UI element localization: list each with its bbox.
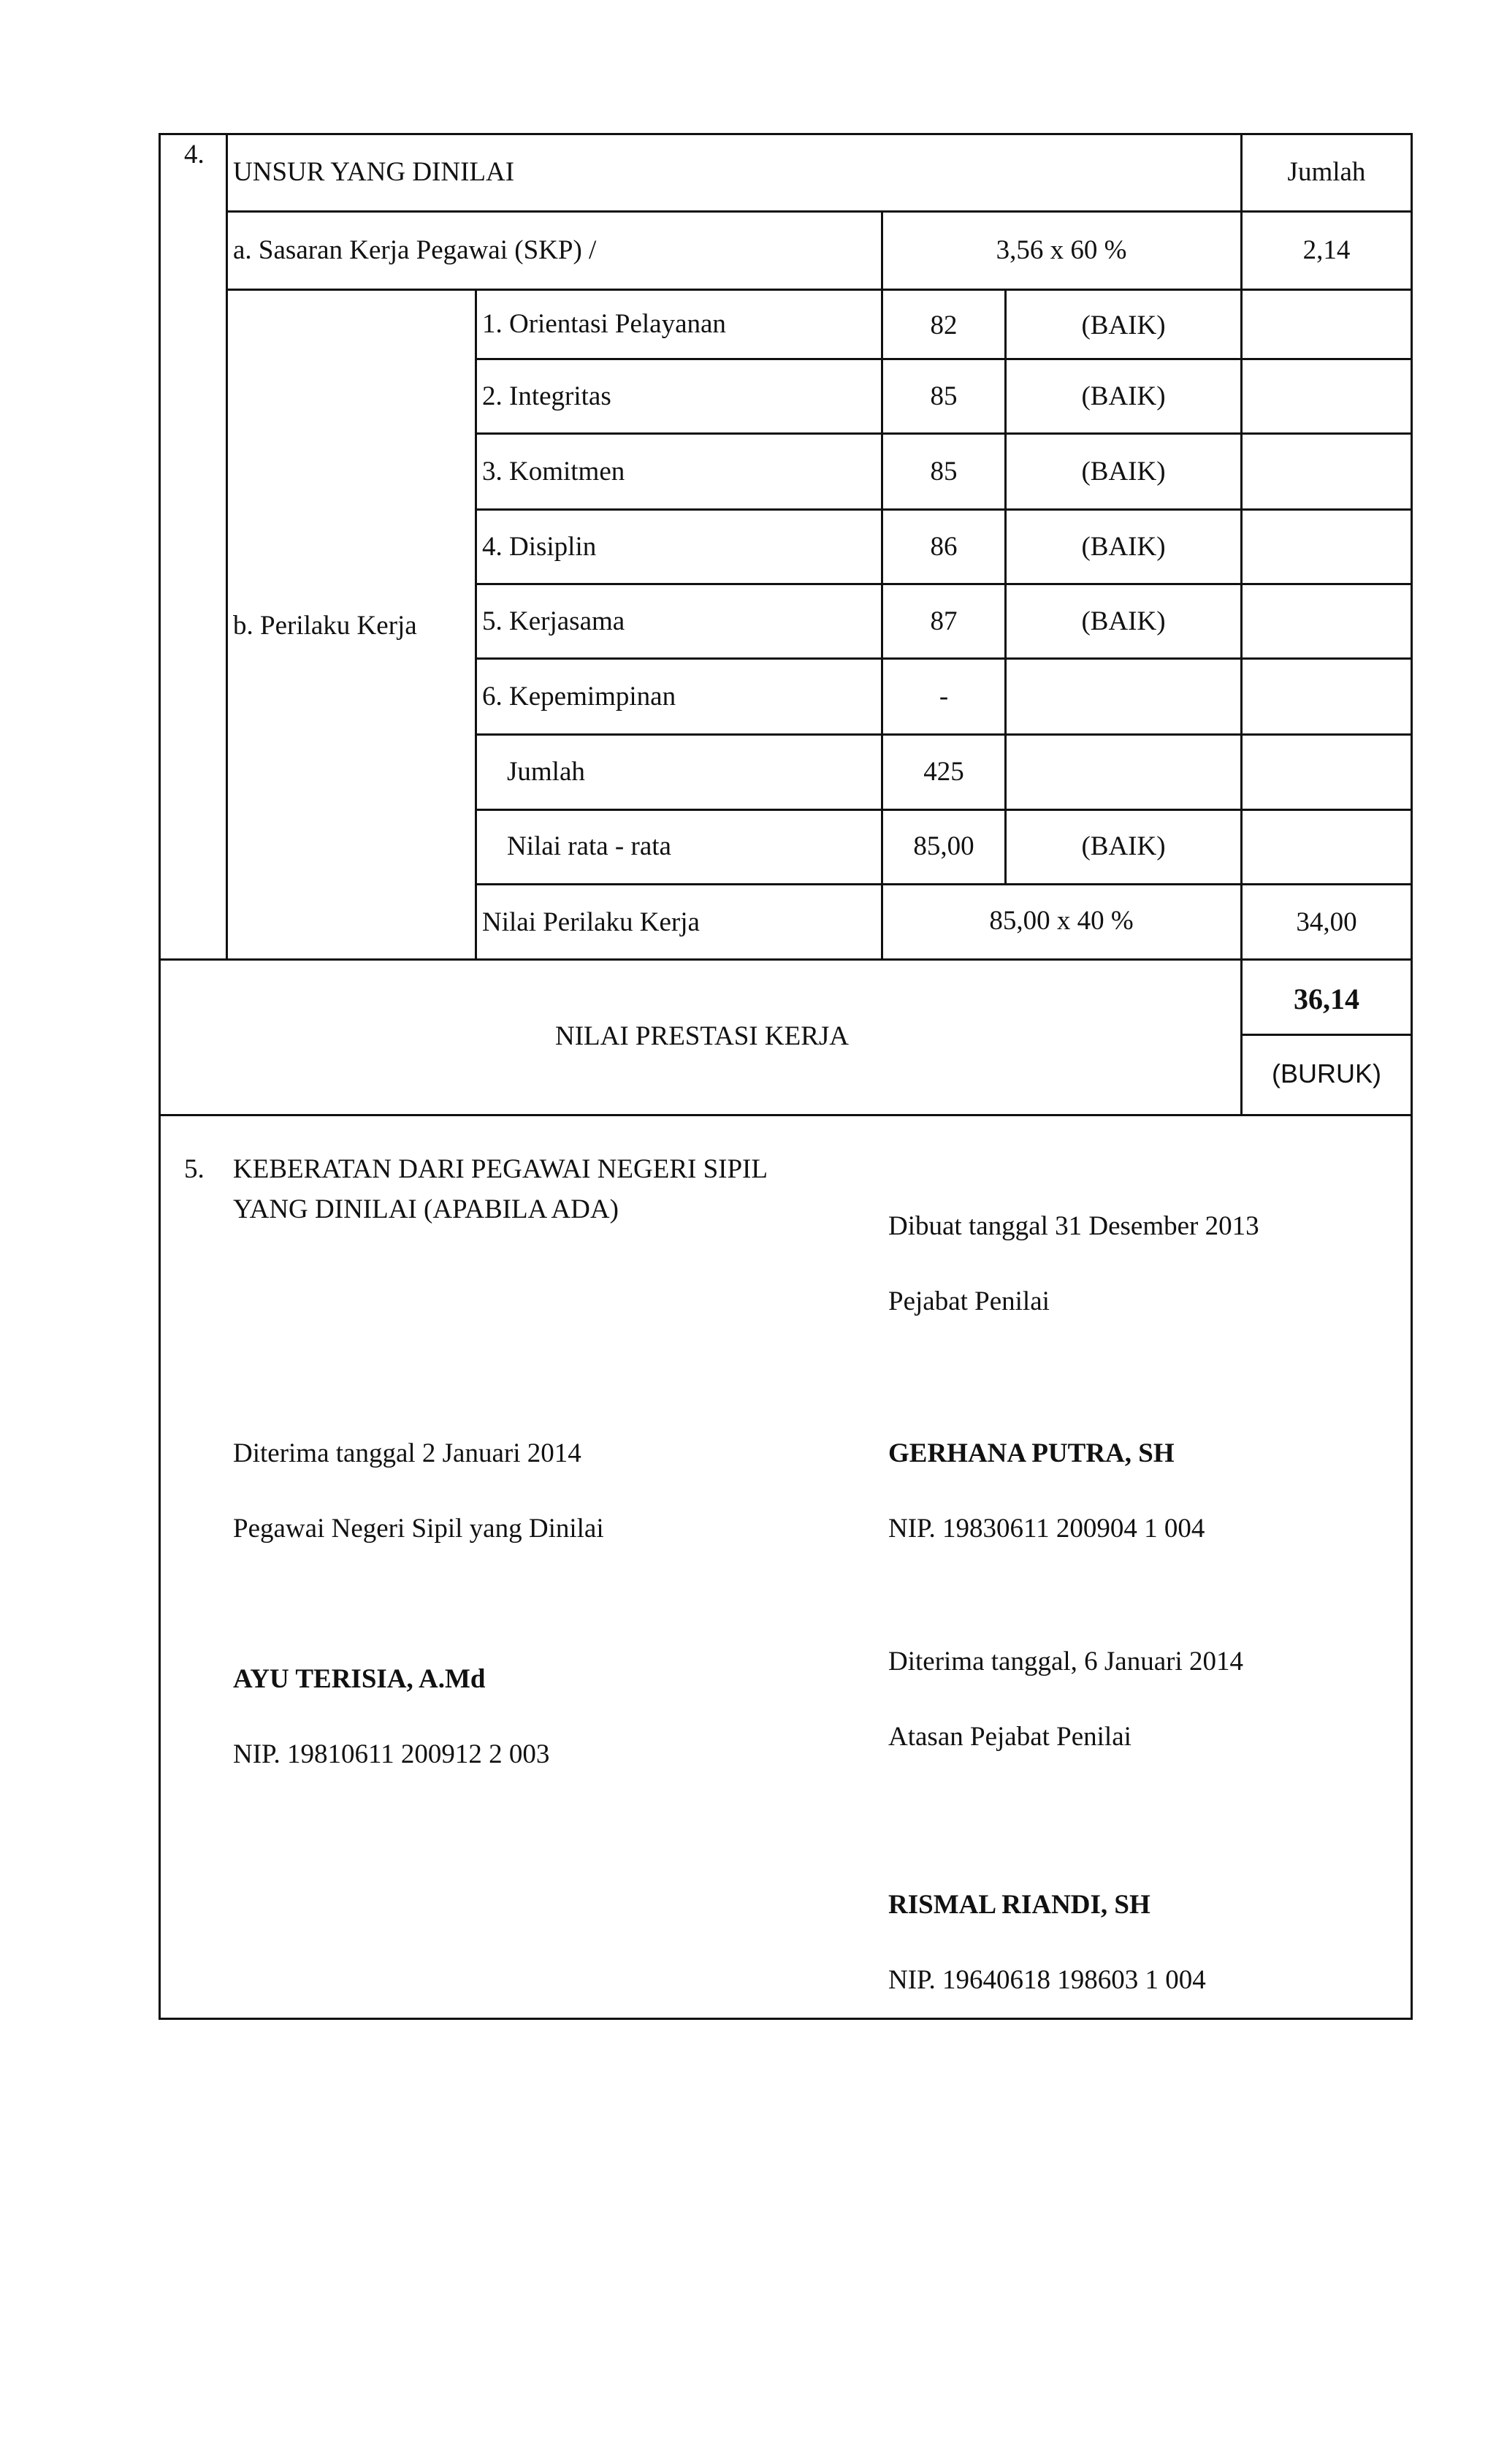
- skp-label: a. Sasaran Kerja Pegawai (SKP) /: [233, 235, 597, 265]
- item-disiplin-score: 86: [930, 532, 958, 562]
- prestasi-grade: (BURUK): [1272, 1059, 1381, 1088]
- atasan-nip: NIP. 19640618 198603 1 004: [888, 1965, 1206, 1995]
- item-integritas-score: 85: [930, 381, 958, 411]
- section-4-number: 4.: [184, 140, 205, 169]
- prestasi-label: NILAI PRESTASI KERJA: [555, 1021, 849, 1051]
- pns-received-date: Diterima tanggal 2 Januari 2014: [233, 1438, 581, 1468]
- item-orientasi-grade: (BAIK): [1081, 310, 1166, 340]
- jumlah-value: 425: [923, 757, 964, 787]
- item-orientasi-label: 1. Orientasi Pelayanan: [482, 309, 726, 339]
- pejabat-name: GERHANA PUTRA, SH: [888, 1438, 1175, 1468]
- unsur-header: UNSUR YANG DINILAI: [233, 157, 515, 187]
- item-komitmen-score: 85: [930, 457, 958, 487]
- rata-value: 85,00: [913, 831, 974, 861]
- pns-nip: NIP. 19810611 200912 2 003: [233, 1739, 550, 1769]
- section-5-number: 5.: [184, 1154, 205, 1184]
- skp-formula: 3,56 x 60 %: [996, 235, 1127, 265]
- rata-label: Nilai rata - rata: [507, 831, 671, 861]
- perilaku-label: b. Perilaku Kerja: [233, 611, 417, 641]
- pns-role: Pegawai Negeri Sipil yang Dinilai: [233, 1514, 604, 1544]
- rata-grade: (BAIK): [1081, 831, 1166, 861]
- nilai-perilaku-label: Nilai Perilaku Kerja: [482, 907, 700, 937]
- prestasi-value: 36,14: [1294, 983, 1359, 1015]
- keberatan-line-2: YANG DINILAI (APABILA ADA): [233, 1194, 619, 1224]
- pejabat-role: Pejabat Penilai: [888, 1286, 1050, 1316]
- atasan-received-date: Diterima tanggal, 6 Januari 2014: [888, 1647, 1244, 1677]
- nilai-perilaku-result: 34,00: [1296, 907, 1357, 937]
- item-disiplin-label: 4. Disiplin: [482, 532, 597, 562]
- item-kerjasama-label: 5. Kerjasama: [482, 606, 625, 636]
- pejabat-nip: NIP. 19830611 200904 1 004: [888, 1514, 1205, 1544]
- section-5-box: [159, 1114, 1413, 2020]
- keberatan-line-1: KEBERATAN DARI PEGAWAI NEGERI SIPIL: [233, 1154, 768, 1184]
- created-date: Dibuat tanggal 31 Desember 2013: [888, 1211, 1259, 1241]
- item-komitmen-label: 3. Komitmen: [482, 457, 625, 487]
- skp-result: 2,14: [1302, 235, 1351, 265]
- pns-name: AYU TERISIA, A.Md: [233, 1664, 486, 1694]
- item-kepemimpinan-score: -: [939, 682, 949, 712]
- item-kerjasama-score: 87: [930, 606, 958, 636]
- item-kepemimpinan-label: 6. Kepemimpinan: [482, 682, 676, 712]
- item-orientasi-score: 82: [930, 310, 958, 340]
- jumlah-label: Jumlah: [507, 757, 585, 787]
- item-kerjasama-grade: (BAIK): [1081, 606, 1166, 636]
- jumlah-header: Jumlah: [1287, 157, 1366, 187]
- item-disiplin-grade: (BAIK): [1081, 532, 1166, 562]
- nilai-perilaku-formula: 85,00 x 40 %: [989, 906, 1134, 936]
- item-integritas-grade: (BAIK): [1081, 381, 1166, 411]
- atasan-role: Atasan Pejabat Penilai: [888, 1722, 1131, 1752]
- item-integritas-label: 2. Integritas: [482, 381, 611, 411]
- atasan-name: RISMAL RIANDI, SH: [888, 1890, 1150, 1920]
- item-komitmen-grade: (BAIK): [1081, 457, 1166, 487]
